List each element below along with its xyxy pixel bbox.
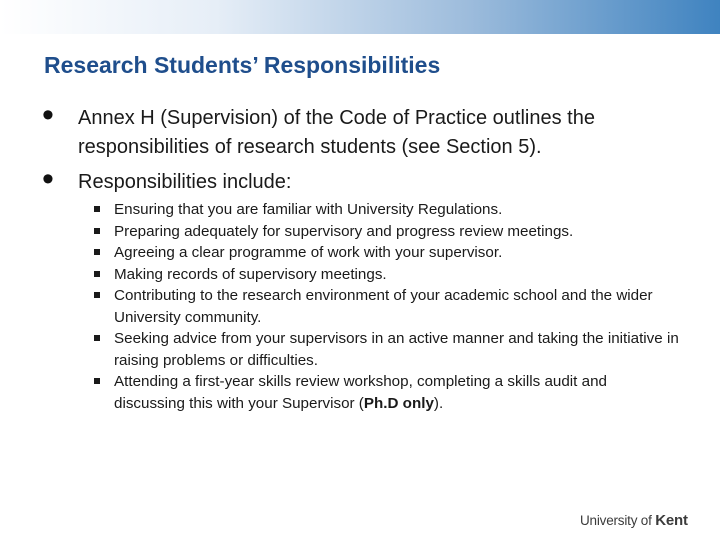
bullet-item [40, 160, 680, 198]
header-gradient-band [0, 0, 720, 34]
sub-bullet-item [92, 242, 680, 264]
square-bullet-icon [94, 292, 100, 298]
bullet-item [40, 96, 680, 162]
sub-bullet-text: Seeking advice from your supervisors in an active manner and taking the initiative in raising problems or difficulties. [114, 330, 679, 369]
square-bullet-icon [94, 249, 100, 255]
logo-name: Kent [655, 512, 688, 529]
sub-bullet-item [92, 199, 680, 221]
sub-bullet-text: Making records of supervisory meetings. [114, 265, 387, 283]
bullet-text: Annex H (Supervision) of the Code of Practice outlines the responsibilities of research students (see Section 5). [78, 107, 595, 158]
bullet-text: Responsibilities include: [78, 171, 292, 193]
sub-bullet-item [92, 371, 680, 414]
bold-emphasis: Ph.D only [363, 394, 434, 412]
sub-bullet-item [92, 285, 680, 328]
square-bullet-icon [94, 228, 100, 234]
slide-title: Research Students’ Responsibilities [44, 52, 441, 78]
sub-bullet-list [92, 199, 680, 414]
sub-bullet-text: Contributing to the research environment of your academic school and the wider University community. [114, 287, 653, 326]
square-bullet-icon [94, 335, 100, 341]
square-bullet-icon [94, 378, 100, 384]
bullet-dot-icon: • [42, 96, 54, 134]
bullet-list [40, 96, 680, 414]
sub-bullet-text: Preparing adequately for supervisory and progress review meetings. [114, 222, 574, 240]
sub-bullet-text: Ensuring that you are familiar with University Regulations. [114, 201, 503, 218]
square-bullet-icon [94, 206, 100, 212]
bullet-dot-icon: • [42, 160, 54, 198]
university-logo [580, 512, 688, 529]
sub-bullet-text: Agreeing a clear programme of work with your supervisor. [114, 244, 503, 261]
sub-bullet-item [92, 264, 680, 286]
sub-bullet-item [92, 221, 680, 243]
logo-prefix: University of [580, 513, 656, 528]
square-bullet-icon [94, 271, 100, 277]
sub-bullet-item [92, 328, 680, 371]
sub-bullet-text: Attending a first-year skills review workshop, completing a skills audit and discussing this with your Supervisor ( [114, 373, 607, 412]
sub-bullet-text-tail: ). [433, 394, 444, 412]
